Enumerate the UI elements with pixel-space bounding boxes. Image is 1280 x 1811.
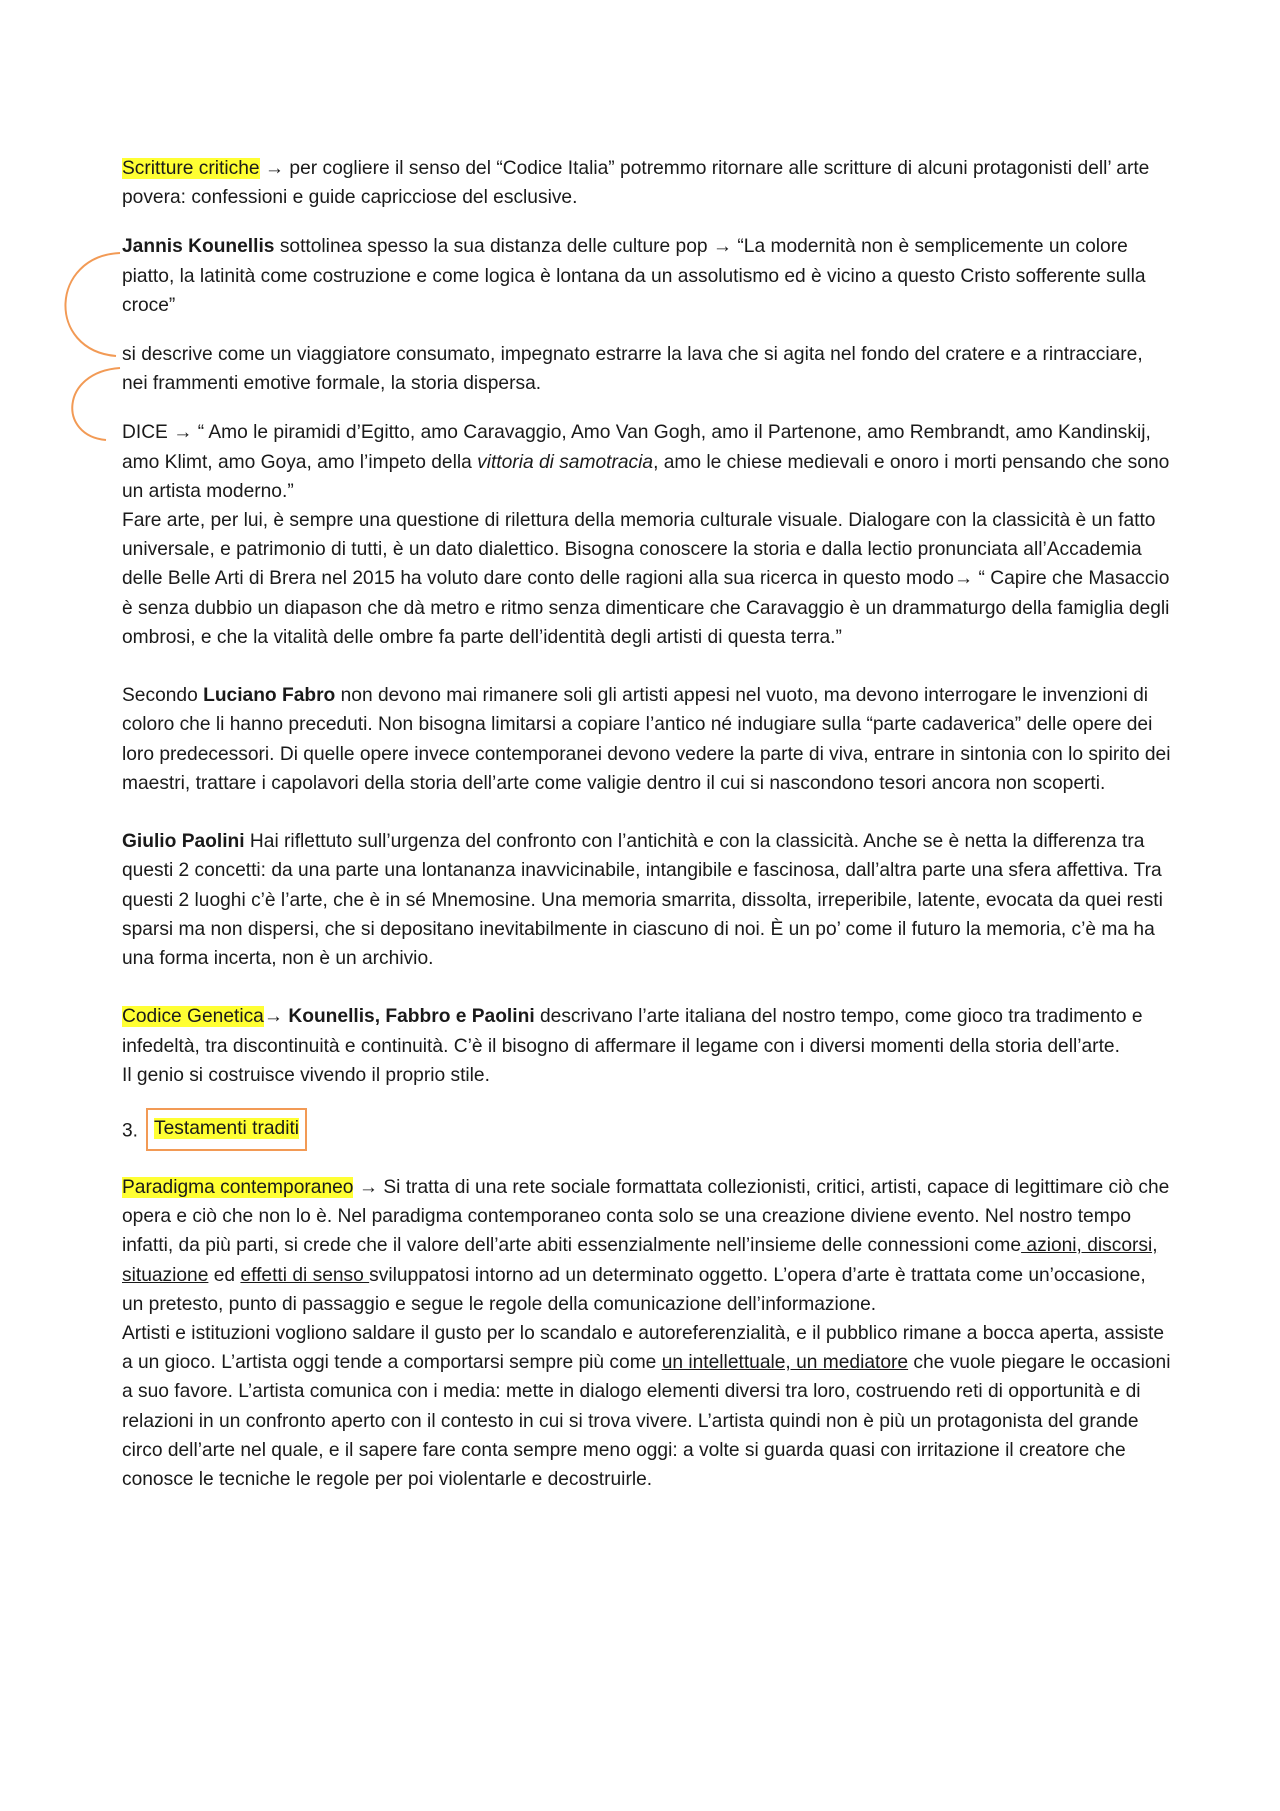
bracket-left-lower (72, 368, 120, 440)
document-body (122, 154, 1172, 1494)
paragraph-text: Si tratta di una rete sociale formattata collezionisti, critici, artisti, capace di legittimare ciò che opera e ciò che non lo è. Nel paradigma contemporaneo conta solo se una creazione diviene evento. Nel nostro tempo infatti, da più parti, si crede che il valore dell’arte abiti essenzialmente nell’insieme delle connessioni come (122, 1177, 1170, 1257)
highlighted-term: Paradigma contemporaneo (122, 1177, 354, 1199)
paragraph-codice-genetica (122, 1002, 1172, 1060)
author-name: Giulio Paolini (122, 831, 245, 853)
italic-term: vittoria di samotracia (477, 451, 654, 473)
paragraph-text: si descrive come un viaggiatore consumato, impegnato estrarre la lava che si agita nel fondo del cratere e a rintracciare, nei frammenti emotive formale, la storia dispersa. (122, 344, 1143, 395)
paragraph-text: descrivano l’arte italiana del nostro tempo, come gioco tra tradimento e infedeltà, tra discontinuità e continuità. C’è il bisogno di affermare il legame con i diversi momenti della storia dell’arte. (122, 1006, 1143, 1057)
quote-text: “ Capire che Masaccio è senza dubbio un diapason che dà metro e ritmo senza dimenticare che Caravaggio è un drammaturgo della famiglia degli ombrosi, e che la vitalità delle ombre fa parte dell’identità degli artisti di questa terra.” (122, 568, 1170, 648)
arrow-icon: → (953, 568, 974, 590)
underlined-term: azioni, discorsi, situazione (122, 1235, 1158, 1286)
paragraph-text: che vuole piegare le occasioni a suo favore. L’artista comunica con i media: mette in dialogo elementi diversi tra loro, costruendo reti di opportunità e di relazioni in un confronto aperto con il contesto in cui si trova vivere. L’artista quindi non è più un protagonista del grande circo dell’arte nel quale, e il sapere fare conta sempre meno oggi: a volte si guarda quasi con irritazione il creatore che conosce le tecniche le regole per poi violentarle e decostruirle. (122, 1352, 1171, 1491)
section-number: 3. (122, 1120, 139, 1142)
paragraph-text: ed (208, 1264, 241, 1286)
section-title: Testamenti traditi (154, 1118, 300, 1140)
bracket-left-upper (65, 253, 120, 356)
underlined-term: effetti di senso (240, 1264, 370, 1286)
paragraph-text: non devono mai rimanere soli gli artisti appesi nel vuoto, ma devono interrogare le invenzioni di coloro che li hanno preceduti. Non bisogna limitarsi a copiare l’antico né indugiare sulla “parte cadaverica” delle opere dei loro predecessori. Di quelle opere invece contemporanei devono vedere la parte di viva, entrare in sintonia con lo spirito dei maestri, trattare i capolavori della storia dell’arte come valigie dentro il cui si nascondono tesori ancora non scoperti. (122, 685, 1171, 794)
author-name: Jannis Kounellis (122, 236, 275, 258)
paragraph-paradigma (122, 1173, 1172, 1319)
underlined-term: un intellettuale, un mediatore (661, 1352, 909, 1374)
paragraph-text: Artisti e istituzioni vogliono saldare il gusto per lo scandalo e autoreferenzialità, e il pubblico rimane a bocca aperta, assiste a un gioco. L’artista oggi tende a comportarsi sempre più come (122, 1323, 1165, 1374)
paragraph-fare-arte (122, 506, 1172, 652)
paragraph-kounellis (122, 232, 1172, 320)
paragraph-text: Fare arte, per lui, è sempre una questione di rilettura della memoria culturale visuale. Dialogare con la classicità è un fatto universale, e patrimonio di tutti, è un dato dialettico. Bisogna conoscere la storia e dalla lectio pronunciata all’Accademia delle Belle Arti di Brera nel 2015 ha voluto dare conto delle ragioni alla sua ricerca in questo modo (122, 510, 1156, 590)
arrow-icon: → (358, 1177, 378, 1199)
quote-text: , amo le chiese medievali e onoro i morti pensando che sono un artista moderno.” (122, 451, 1170, 502)
section-heading (122, 1110, 1172, 1153)
paragraph-paolini (122, 827, 1172, 973)
author-names: Kounellis, Fabbro e Paolini (283, 1006, 535, 1028)
section-title-box (146, 1108, 307, 1151)
paragraph-scritture-critiche (122, 154, 1172, 212)
arrow-icon: → (712, 236, 733, 258)
author-name: Luciano Fabro (203, 685, 336, 707)
paragraph-text: Secondo (122, 685, 204, 707)
highlighted-term: Codice Genetica (122, 1006, 264, 1028)
paragraph-text: sviluppatosi intorno ad un determinato oggetto. L’opera d’arte è trattata come un’occasione, un pretesto, punto di passaggio e segue le regole della comunicazione dell’informazione. (122, 1264, 1146, 1315)
paragraph-artisti (122, 1319, 1172, 1494)
paragraph-fabro (122, 681, 1172, 798)
highlighted-term: Scritture critiche (122, 158, 260, 179)
paragraph-dice (122, 418, 1172, 506)
arrow-icon: → (173, 422, 193, 444)
arrow-icon: → (264, 158, 285, 179)
paragraph-text: DICE (122, 422, 174, 444)
paragraph-text: sottolinea spesso la sua distanza delle culture pop (274, 236, 713, 258)
paragraph-text: per cogliere il senso del “Codice Italia” potremmo ritornare alle scritture di alcuni protagonisti dell’ arte povera: confessioni e guide capricciose del esclusive. (122, 158, 1150, 209)
quote-text: “ Amo le piramidi d’Egitto, amo Caravaggio, Amo Van Gogh, amo il Partenone, amo Rembrandt, amo Kandinskij, amo Klimt, amo Goya, amo l’impeto della (122, 422, 1151, 473)
paragraph-viaggiatore (122, 340, 1172, 398)
arrow-icon: → (263, 1006, 284, 1028)
paragraph-text: Il genio si costruisce vivendo il proprio stile. (122, 1064, 490, 1086)
paragraph-genio (122, 1061, 1172, 1090)
paragraph-text: Hai riflettuto sull’urgenza del confronto con l’antichità e con la classicità. Anche se è netta la differenza tra questi 2 concetti: da una parte una lontananza inavvicinabile, intangibile e fascinosa, dall’altra parte una sfera affettiva. Tra questi 2 luoghi c’è l’arte, che è in sé Mnemosine. Una memoria smarrita, dissolta, irreperibile, latente, evocata da quei resti sparsi ma non dispersi, che si depositano inevitabilmente in ciascuno di noi. È un po’ come il futuro la memoria, c’è ma ha una forma incerta, non è un archivio. (122, 831, 1163, 970)
quote-text: “La modernità non è semplicemente un colore piatto, la latinità come costruzione e come logica è lontana da un assolutismo ed è vicino a questo Cristo sofferente sulla croce” (122, 236, 1146, 316)
